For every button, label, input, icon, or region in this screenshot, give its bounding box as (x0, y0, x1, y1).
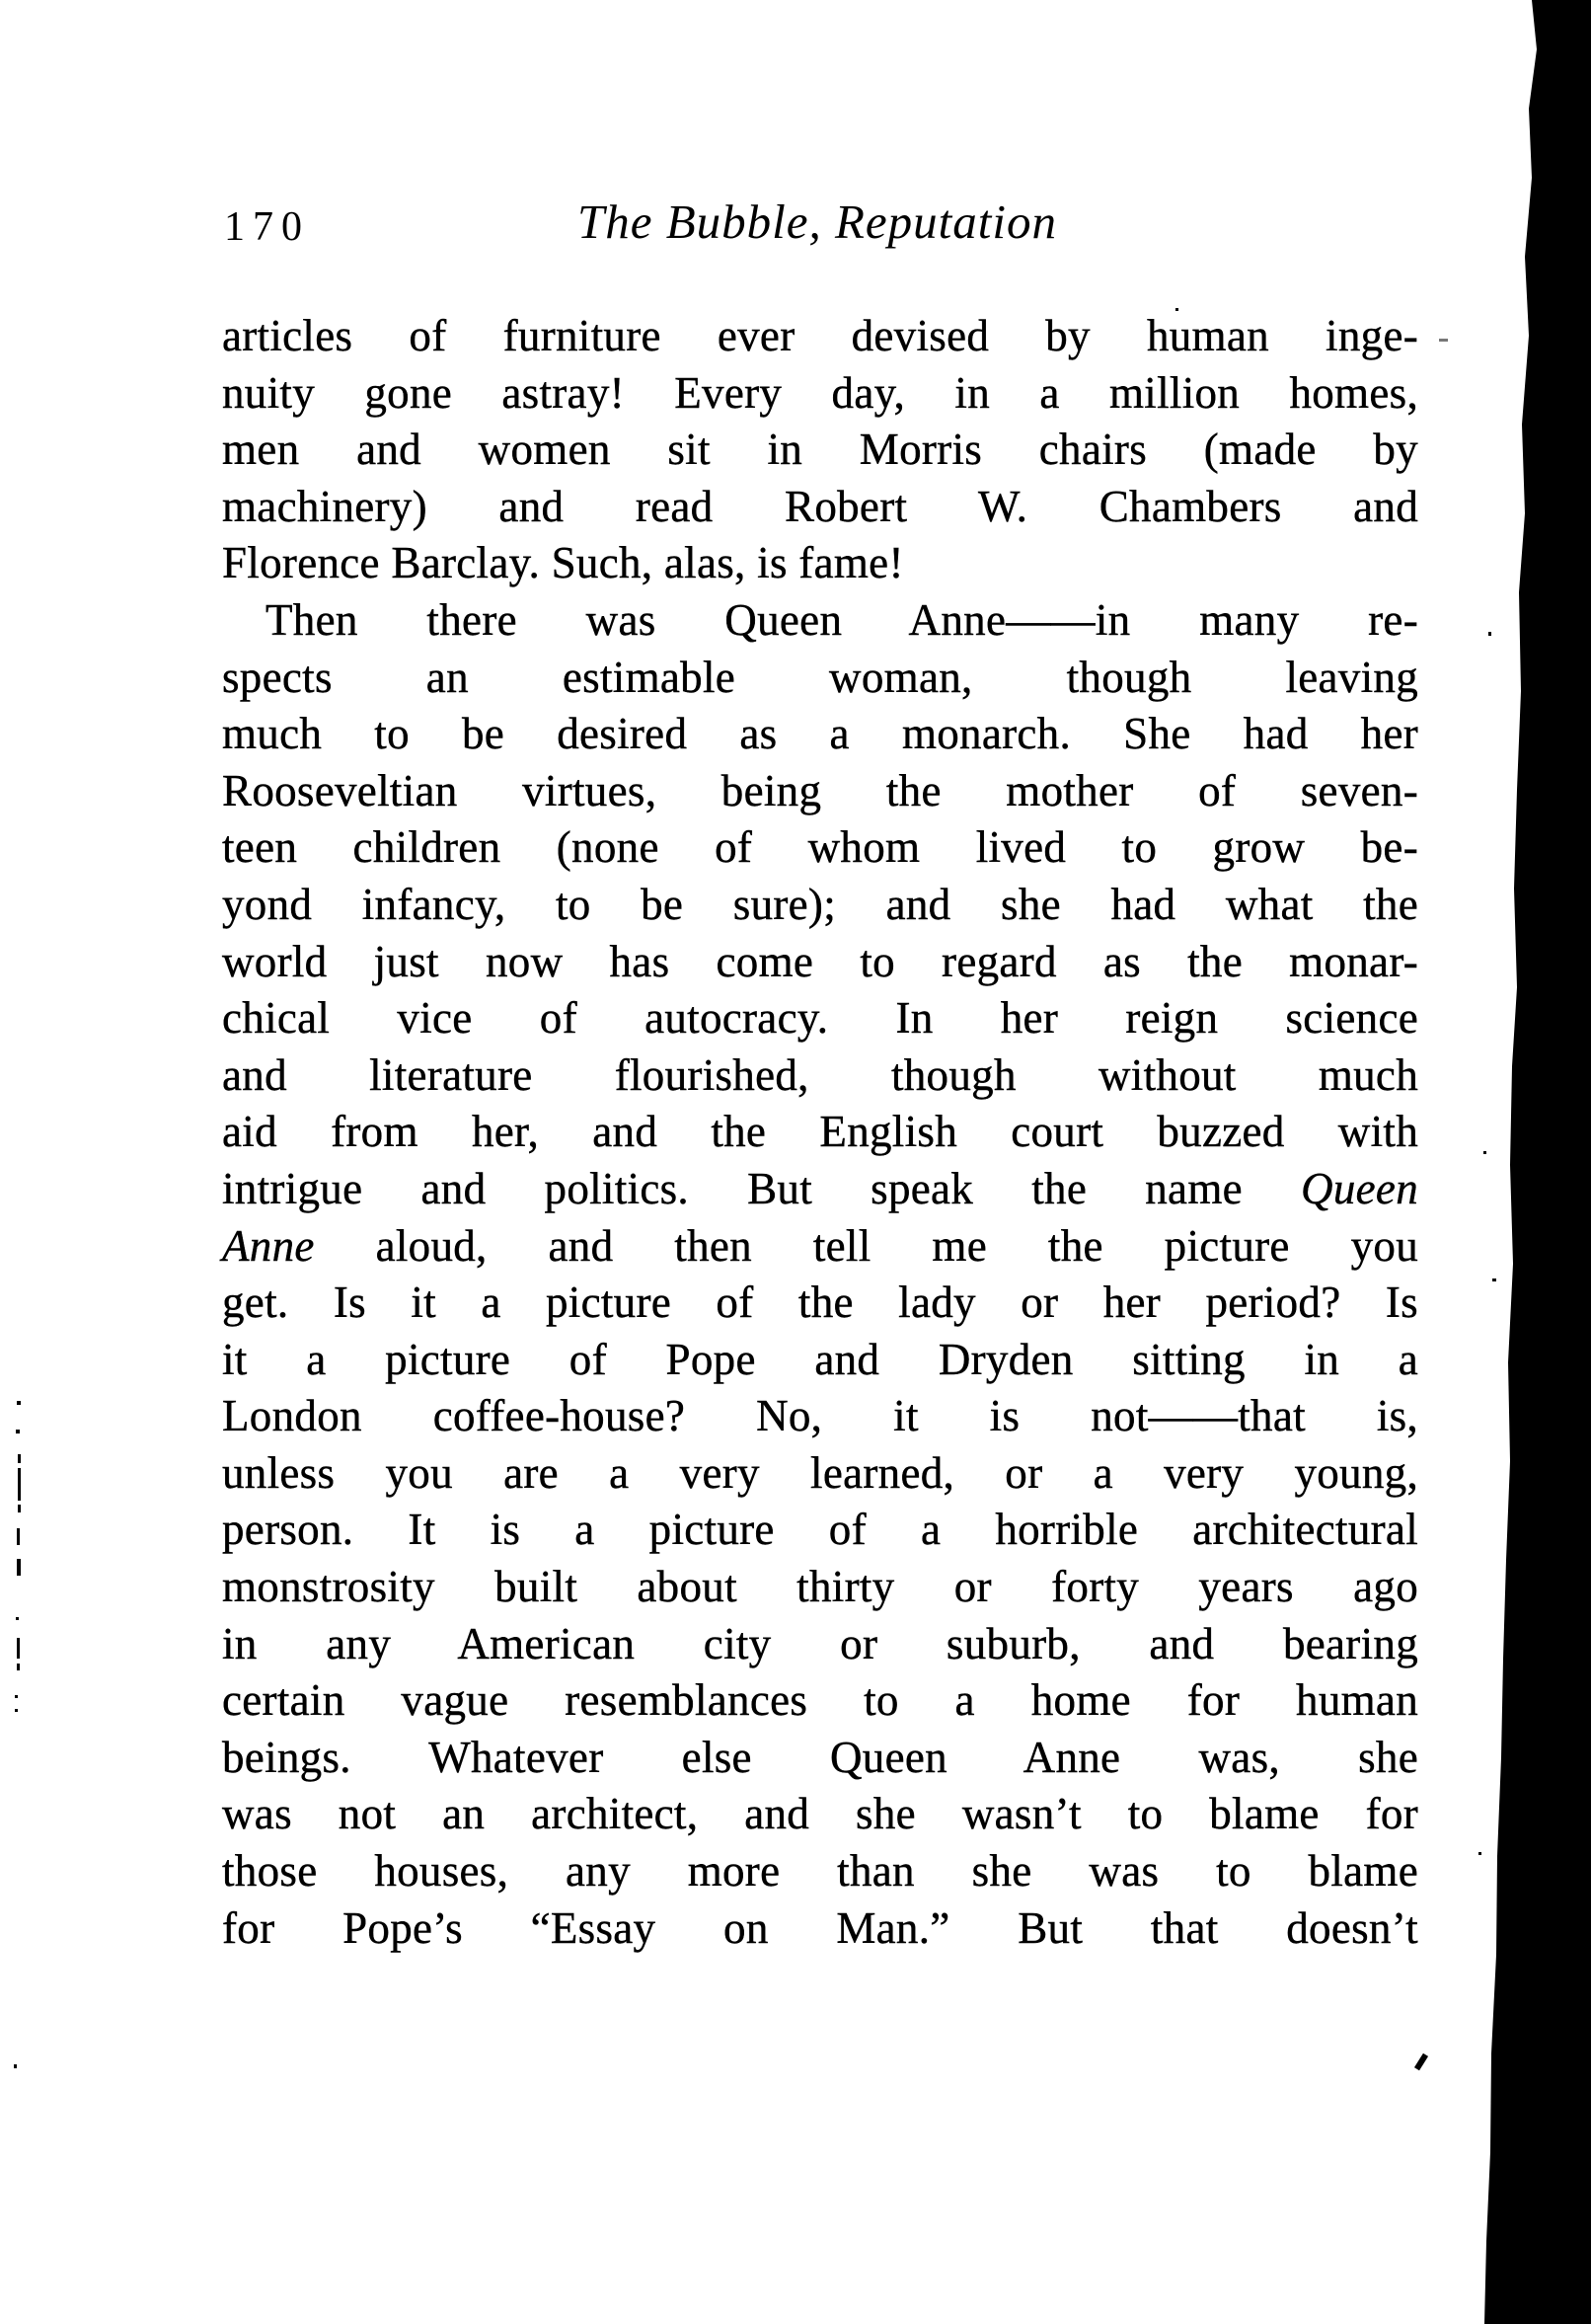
text-run: aid from her, and the English court buzzed with (222, 1107, 1418, 1157)
text-run: articles of furniture ever devised by human inge- (222, 311, 1418, 360)
text-run: much to be desired as a monarch. She had her (222, 709, 1418, 759)
text-line (222, 1218, 1418, 1276)
scan-mark (1483, 1151, 1486, 1154)
text-line (222, 422, 1418, 479)
text-line (222, 1730, 1418, 1787)
scan-mark (1439, 339, 1448, 342)
italic-text: Queen (1301, 1163, 1418, 1213)
scan-mark (16, 1430, 20, 1433)
scan-mark (14, 2064, 17, 2068)
text-line (222, 1843, 1418, 1900)
text-line (222, 1161, 1418, 1218)
scan-mark (17, 1528, 20, 1545)
scan-mark (15, 1709, 18, 1712)
scan-mark (1175, 308, 1178, 311)
text-run: Then there was Queen Anne——in many re- (265, 594, 1418, 645)
scan-mark (1478, 1852, 1481, 1855)
scan-mark (18, 1468, 21, 1501)
scan-mark (17, 1664, 20, 1670)
text-line (222, 1047, 1418, 1105)
text-line (222, 1332, 1418, 1389)
text-run: was not an architect, and she wasn’t to blame for (222, 1789, 1418, 1839)
scan-mark (18, 1505, 21, 1512)
text-run: get. Is it a picture of the lady or her period? Is (222, 1278, 1418, 1328)
text-line (222, 934, 1418, 991)
text-line (222, 1559, 1418, 1616)
text-line (222, 1275, 1418, 1332)
scan-mark (17, 1401, 21, 1405)
text-run: Rooseveltian virtues, being the mother of seven- (222, 765, 1418, 815)
text-run: world just now has come to regard as the monar- (222, 936, 1418, 986)
scan-mark (17, 1559, 21, 1576)
text-line (222, 877, 1418, 934)
text-line (222, 1502, 1418, 1559)
scan-mark (16, 1617, 19, 1620)
text-run: London coffee-house? No, it is not——that is, (222, 1391, 1418, 1441)
scan-gutter-shadow (1469, 0, 1591, 2324)
text-line (222, 650, 1418, 707)
page-number: 170 (224, 204, 310, 250)
text-line (222, 592, 1418, 650)
text-line (222, 1104, 1418, 1161)
scan-mark (1492, 1278, 1496, 1281)
text-line (222, 763, 1418, 820)
text-run: yond infancy, to be sure); and she had what the (222, 879, 1418, 929)
text-line (222, 1900, 1418, 1958)
text-run: it a picture of Pope and Dryden sitting in a (222, 1334, 1418, 1384)
text-line (222, 1445, 1418, 1503)
text-line (222, 1786, 1418, 1843)
text-run: beings. Whatever else Queen Anne was, she (222, 1732, 1418, 1782)
text-line (222, 535, 1418, 592)
text-line (222, 365, 1418, 423)
text-line (222, 1672, 1418, 1730)
page-header (222, 194, 1418, 263)
text-run: certain vague resemblances to a home for human (222, 1675, 1418, 1726)
text-run: intrigue and politics. But speak the name (222, 1163, 1302, 1213)
text-run: chical vice of autocracy. In her reign science (222, 993, 1418, 1044)
text-run: unless you are a very learned, or a very young, (222, 1447, 1418, 1498)
text-line (222, 1388, 1418, 1445)
text-run: aloud, and then tell me the picture you (314, 1220, 1418, 1271)
text-line (222, 990, 1418, 1047)
text-run: machinery) and read Robert W. Chambers and (222, 481, 1418, 531)
text-line (222, 479, 1418, 536)
text-run: Florence Barclay. Such, alas, is fame! (222, 538, 904, 588)
scan-mark (1488, 632, 1491, 636)
italic-text: Anne (222, 1220, 315, 1271)
text-line (222, 1616, 1418, 1673)
text-run: for Pope’s “Essay on Man.” But that doesn’t (222, 1902, 1418, 1953)
running-title: The Bubble, Reputation (576, 194, 1058, 249)
body-text (222, 308, 1418, 1957)
text-run: nuity gone astray! Every day, in a million homes, (222, 367, 1418, 418)
scan-mark (15, 1695, 18, 1698)
scan-mark (18, 1454, 21, 1463)
scan-mark (1414, 2053, 1428, 2071)
text-run: those houses, any more than she was to blame (222, 1846, 1418, 1897)
text-line (222, 308, 1418, 365)
text-run: monstrosity built about thirty or forty years ago (222, 1562, 1418, 1612)
scan-mark (17, 1638, 20, 1659)
text-run: men and women sit in Morris chairs (made by (222, 425, 1418, 475)
text-run: spects an estimable woman, though leaving (222, 652, 1418, 702)
text-run: person. It is a picture of a horrible architectural (222, 1505, 1418, 1555)
text-run: teen children (none of whom lived to grow be- (222, 822, 1418, 873)
text-line (222, 706, 1418, 763)
text-run: in any American city or suburb, and bearing (222, 1618, 1418, 1668)
text-line (222, 819, 1418, 877)
text-run: and literature flourished, though without much (222, 1049, 1418, 1100)
